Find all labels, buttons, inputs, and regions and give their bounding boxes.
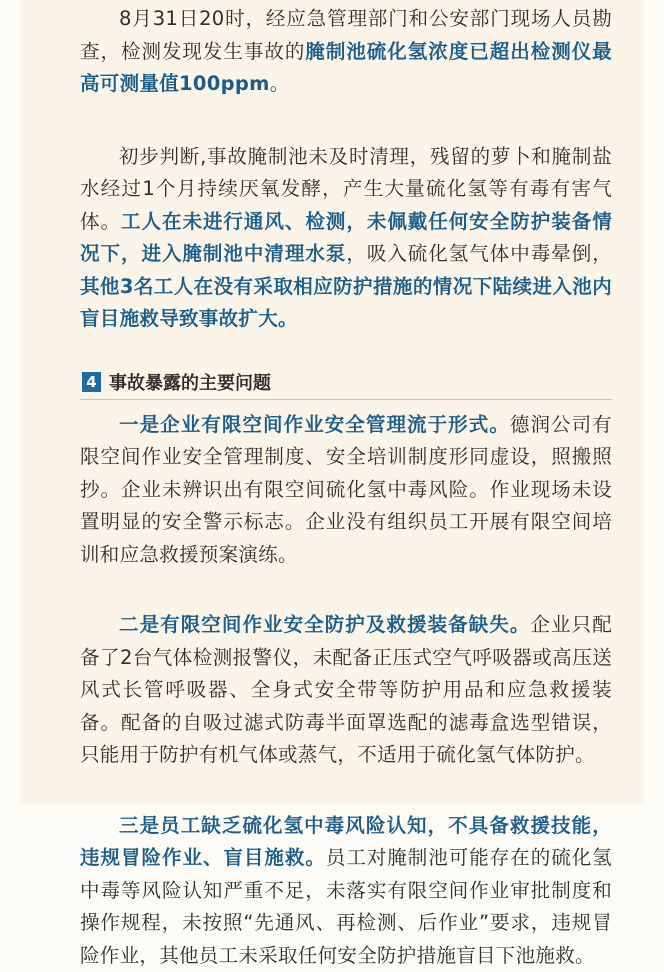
judgment-highlight-1: 工人在未进行通风、检测，未佩戴任何安全防护装备情况下，进入腌制池中清理水泵 xyxy=(80,210,612,266)
problem-2-text: 企业只配备了2台气体检测报警仪，未配备正压式空气呼吸器或高压送风式长管呼吸器、全身式安全带等防护用品和应急救援装备。配备的自吸过滤式防毒半面罩选配的滤毒盒选型错误，只能用于防护有机气体或蒸气，不适用于硫化氢气体防护。 xyxy=(80,613,612,766)
paragraph-problem-2 xyxy=(80,609,612,772)
paragraph-problem-1 xyxy=(80,409,612,572)
judgment-highlight-2: 其他3名工人在没有采取相应防护措施的情况下陆续进入池内盲目施救导致事故扩大。 xyxy=(80,275,612,331)
problem-3-highlight: 三是员工缺乏硫化氢中毒风险认知，不具备救援技能，违规冒险作业、盲目施救。 xyxy=(80,814,612,870)
paragraph-investigation xyxy=(80,0,612,101)
paragraph-problem-3 xyxy=(80,810,612,972)
section-number-badge: 4 xyxy=(82,372,101,392)
section-title: 事故暴露的主要问题 xyxy=(109,369,271,395)
section-divider xyxy=(80,399,612,400)
problem-1-highlight: 一是企业有限空间作业安全管理流于形式。 xyxy=(119,413,510,436)
investigation-text: 8月31日20时，经应急管理部门和公安部门现场人员勘查，检测发现发生事故的 xyxy=(80,7,612,63)
article-content xyxy=(48,0,638,972)
judgment-text-2: ，吸入硫化氢气体中毒晕倒， xyxy=(346,242,612,265)
judgment-text: 初步判断,事故腌制池未及时清理，残留的萝卜和腌制盐水经过1个月持续厌氧发酵，产生大量硫化氢等有毒有害气体。 xyxy=(80,145,612,233)
paragraph-spacer xyxy=(80,571,612,609)
problem-3-text: 员工对腌制池可能存在的硫化氢中毒等风险认知严重不足，未落实有限空间作业审批制度和操作规程，未按照“先通风、再检测、后作业”要求，违规冒险作业，其他员工未采取任何安全防护措施盲目下池施救。 xyxy=(80,846,612,967)
section-heading xyxy=(80,364,612,400)
problem-2-highlight: 二是有限空间作业安全防护及救援装备缺失。 xyxy=(119,613,530,636)
investigation-highlight: 腌制池硫化氢浓度已超出检测仪最高可测量值100ppm xyxy=(80,40,612,96)
paragraph-preliminary-judgment xyxy=(80,141,612,336)
problem-1-text: 德润公司有限空间作业安全管理制度、安全培训制度形同虚设，照搬照抄。企业未辨识出有限空间硫化氢中毒风险。作业现场未设置明显的安全警示标志。企业没有组织员工开展有限空间培训和应急救援预案演练。 xyxy=(80,413,612,566)
paragraph-spacer xyxy=(80,101,612,141)
investigation-end: 。 xyxy=(270,72,290,95)
